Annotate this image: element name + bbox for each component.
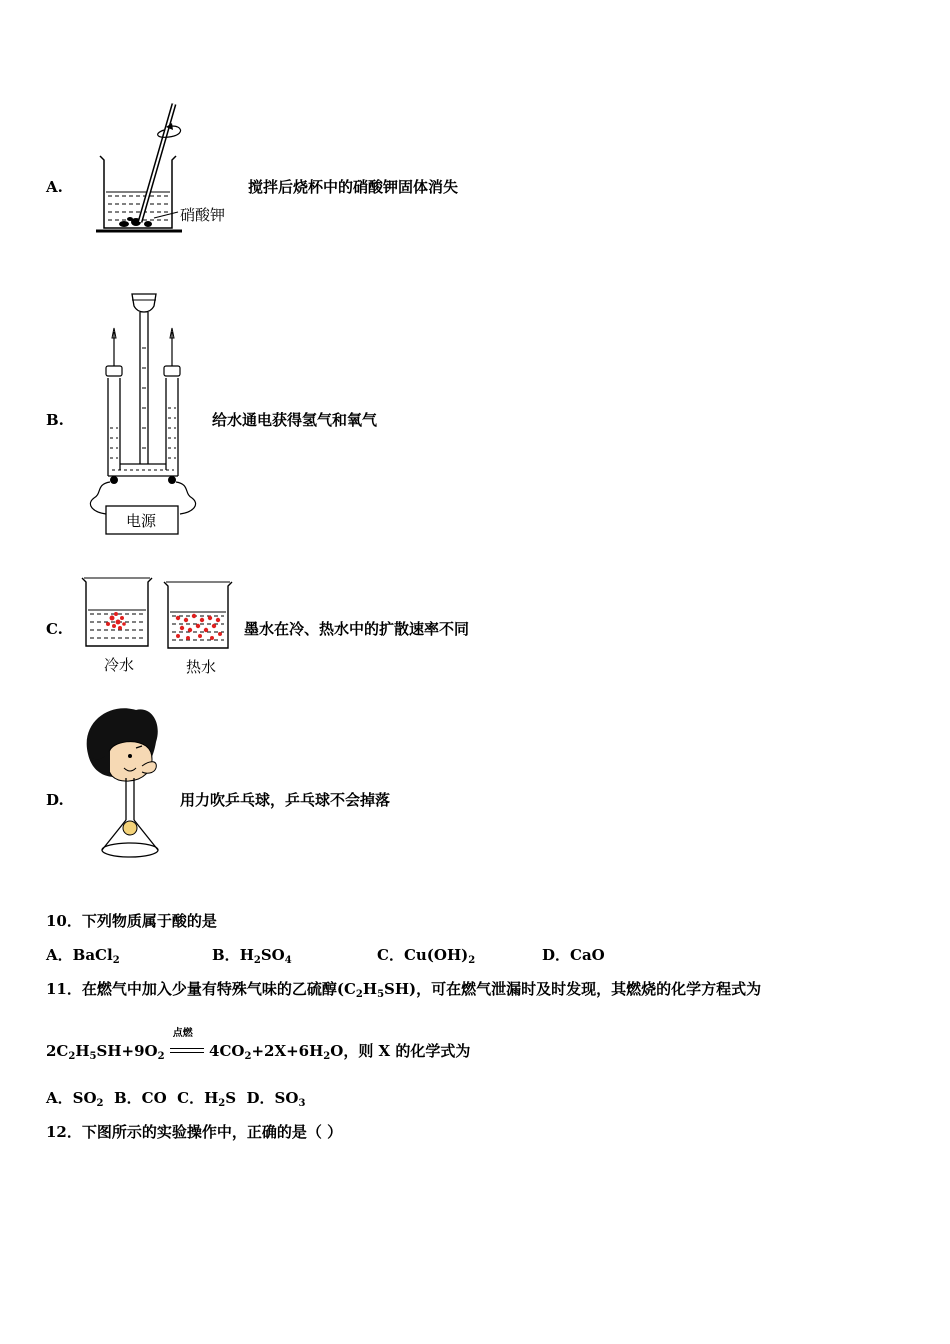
electrolysis-apparatus-figure <box>86 288 206 540</box>
power-supply-label: 电源 <box>126 512 157 530</box>
option-d-text: 用力吹乒乓球，乒乓球不会掉落 <box>180 791 391 809</box>
cold-water-label: 冷水 <box>104 656 135 674</box>
potassium-nitrate-label: 硝酸钾 <box>180 206 226 224</box>
reaction-condition-sign: 点燃 <box>170 1042 204 1062</box>
q11-option-d: D．$SO_3$ <box>246 1089 306 1109</box>
option-d-label: D. <box>46 791 64 809</box>
option-b-text: 给水通电获得氢气和氧气 <box>212 411 378 429</box>
option-b-label: B. <box>46 411 64 429</box>
q11-option-c: C．$H_2S$ <box>177 1089 237 1109</box>
q11-option-a: A．$SO_2$ <box>46 1089 104 1109</box>
q11-equation: $2C_2H_5SH+9O_2$ 点燃 $4CO_2+2X+6H_2O$，则 X 的化学式为 <box>46 1028 471 1062</box>
option-a-label: A. <box>46 178 63 196</box>
q10-stem: 10．下列物质属于酸的是 <box>46 912 217 930</box>
ink-diffusion-figure <box>78 574 238 682</box>
q10-option-d: D．CaO <box>542 946 605 964</box>
beaker-stirring-figure <box>92 100 242 240</box>
q11-option-b: B．CO <box>113 1089 167 1107</box>
option-c-label: C. <box>46 620 63 638</box>
q11-options <box>46 1088 305 1108</box>
blowing-ping-pong-figure <box>80 702 180 864</box>
q10-option-a: A．BaCl$_2$ <box>46 946 120 966</box>
q10-option-b: B．$H_2SO_4$ <box>212 946 292 966</box>
q12-stem: 12．下图所示的实验操作中，正确的是（ ） <box>46 1123 343 1141</box>
q11-stem: 11．在燃气中加入少量有特殊气味的乙硫醇$(C_2H_5SH)$，可在燃气泄漏时及时发现，其燃烧的化学方程式为 <box>46 980 762 1000</box>
hot-water-label: 热水 <box>186 658 217 676</box>
option-a-text: 搅拌后烧杯中的硝酸钾固体消失 <box>248 178 459 196</box>
option-c-text: 墨水在冷、热水中的扩散速率不同 <box>244 620 470 638</box>
q10-option-c: C．$Cu(OH)_2$ <box>377 946 476 966</box>
